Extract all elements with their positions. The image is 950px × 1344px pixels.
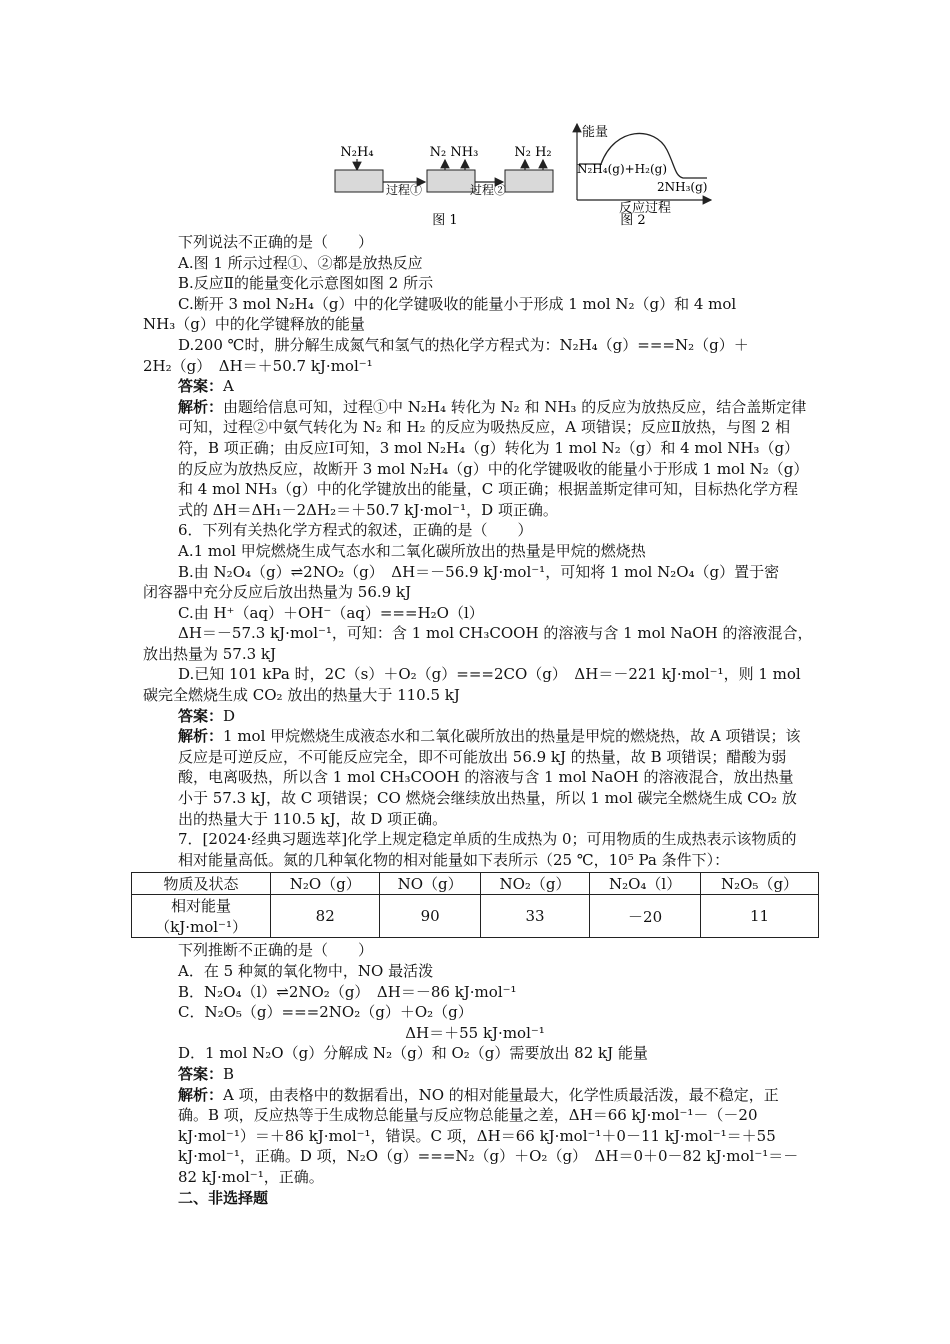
figure-svg: [315, 120, 815, 232]
figure-area: [175, 120, 807, 232]
fig1-label-3: N₂ H₂: [514, 145, 552, 160]
figure-2: [577, 124, 711, 228]
table-cell: NO（g）: [380, 873, 481, 895]
fig1-box-3: [505, 170, 553, 192]
fig2-reactant: N₂H₄(g)+H₂(g): [577, 162, 668, 176]
fig1-label-2: N₂ NH₃: [429, 145, 479, 160]
q6-option-b-2: 闭容器中充分反应后放出热量为 56.9 kJ: [143, 583, 412, 602]
fig2-caption: 图 2: [620, 213, 646, 228]
q7-option-b: B．N₂O₄（l）⇌2NO₂（g） ΔH＝－86 kJ·mol⁻¹: [178, 982, 517, 1001]
q6-option-b-1: B.由 N₂O₄（g）⇌2NO₂（g） ΔH＝－56.9 kJ·mol⁻¹，可知将 1 mol N₂O₄（g）置于密: [178, 562, 780, 581]
q7-option-c-2: ΔH＝＋55 kJ·mol⁻¹: [405, 1023, 545, 1042]
table-cell: 11: [701, 895, 819, 938]
q6-stem: 6．下列有关热化学方程式的叙述，正确的是（ ）: [178, 521, 533, 540]
fig1-arrow-1: 过程①: [385, 183, 423, 197]
q7-energy-table: [131, 872, 819, 938]
fig1-label-1: N₂H₄: [340, 145, 374, 160]
q5-option-c-2: NH₃（g）中的化学键释放的能量: [143, 315, 365, 334]
q7-stem: 7．[2024·经典习题选萃]化学上规定稳定单质的生成热为 0；可用物质的生成热表示该物质的相对能量高低。氮的几种氧化物的相对能量如下表所示（25 ℃，10⁵ Pa 条件下）：: [178, 830, 797, 869]
q7-option-c-1: C．N₂O₅（g）===2NO₂（g）＋O₂（g）: [178, 1003, 473, 1022]
q7-sub-stem: 下列推断不正确的是（ ）: [178, 941, 374, 960]
table-cell: 90: [380, 895, 481, 938]
fig2-x-label: 反应过程: [618, 201, 672, 216]
q6-option-c-1: C.由 H⁺（aq）＋OH⁻（aq）===H₂O（l）: [178, 603, 484, 622]
q6-option-d-2: 碳完全燃烧生成 CO₂ 放出的热量大于 110.5 kJ: [143, 686, 460, 705]
table-cell: N₂O₄（l）: [590, 873, 701, 895]
q5-option-b: B.反应Ⅱ的能量变化示意图如图 2 所示: [178, 274, 434, 293]
section-title: 二、非选择题: [178, 1188, 269, 1207]
table-cell: 82: [271, 895, 380, 938]
q7-analysis: 解析：A 项，由表格中的数据看出，NO 的相对能量最大，化学性质最活泼，最不稳定，正确。B 项，反应热等于生成物总能量与反应物总能量之差，ΔH＝66 kJ·mol⁻¹－（－20 kJ·mol⁻¹）＝＋86 kJ·mol⁻¹，错误。C 项，ΔH＝66 kJ·mol⁻¹＋0－11 kJ·mol⁻¹＝＋55 kJ·mol⁻¹，正确。D 项，N₂O（g）===N₂（g）＋O₂（g） ΔH＝0＋0－82 kJ·mol⁻¹＝－82 kJ·mol⁻¹，正确。: [178, 1085, 799, 1186]
table-row: [132, 895, 819, 938]
table-head-energy: 相对能量 （kJ·mol⁻¹）: [132, 895, 271, 938]
q5-stem: 下列说法不正确的是（ ）: [178, 233, 374, 251]
q5-option-d-2: 2H₂（g） ΔH＝＋50.7 kJ·mol⁻¹: [143, 356, 373, 375]
q5-option-c-1: C.断开 3 mol N₂H₄（g）中的化学键吸收的能量小于形成 1 mol N₂（g）和 4 mol: [178, 294, 737, 313]
q7-answer: 答案：B: [178, 1064, 235, 1083]
q7-option-a: A．在 5 种氮的氧化物中，NO 最活泼: [178, 962, 434, 980]
table-head-substance: 物质及状态: [132, 873, 271, 895]
q6-answer: 答案：D: [178, 706, 236, 725]
q6-option-a: A.1 mol 甲烷燃烧生成气态水和二氧化碳所放出的热量是甲烷的燃烧热: [178, 541, 646, 560]
table-cell: NO₂（g）: [480, 873, 589, 895]
table-cell: －20: [590, 895, 701, 938]
fig1-box-2: [427, 170, 475, 192]
fig1-box-1: [335, 170, 383, 192]
fig1-caption: 图 1: [432, 213, 458, 228]
fig2-y-label: 能量: [582, 125, 609, 140]
q5-analysis: 解析：由题给信息可知，过程①中 N₂H₄ 转化为 N₂ 和 NH₃ 的反应为放热反应，结合盖斯定律可知，过程②中氨气转化为 N₂ 和 H₂ 的反应为吸热反应，A 项错误；反应Ⅱ放热，与图 2 相符，B 项正确；由反应Ⅰ可知，3 mol N₂H₄（g）转化为 1 mol N₂（g）和 4 mol NH₃（g）的反应为放热反应，故断开 3 mol N₂H₄（g）中的化学键吸收的能量小于形成 1 mol N₂（g）和 4 mol NH₃（g）中的化学键放出的能量，C 项正确；根据盖斯定律可知，目标热化学方程式的 ΔH＝ΔH₁－2ΔH₂＝＋50.7 kJ·mol⁻¹，D 项正确。: [178, 397, 807, 519]
table-cell: N₂O₅（g）: [701, 873, 819, 895]
q7-option-d: D．1 mol N₂O（g）分解成 N₂（g）和 O₂（g）需要放出 82 kJ 能量: [178, 1044, 648, 1063]
table-cell: N₂O（g）: [271, 873, 380, 895]
table-row: [132, 873, 819, 895]
q6-option-d-1: D.已知 101 kPa 时，2C（s）＋O₂（g）===2CO（g） ΔH＝－221 kJ·mol⁻¹，则 1 mol: [178, 665, 801, 684]
document-page: [143, 120, 813, 1208]
table-cell: 33: [480, 895, 589, 938]
q5-option-d-1: D.200 ℃时，肼分解生成氮气和氢气的热化学方程式为：N₂H₄（g）===N₂（g）＋: [178, 335, 749, 354]
figure-1: [335, 145, 553, 228]
q5-option-a: A.图 1 所示过程①、②都是放热反应: [178, 253, 423, 272]
q6-analysis: 解析：1 mol 甲烷燃烧生成液态水和二氧化碳所放出的热量是甲烷的燃烧热，故 A 项错误；该反应是可逆反应，不可能反应完全，即不可能放出 56.9 kJ 的热量，故 B 项错误；醋酸为弱酸，电离吸热，所以含 1 mol CH₃COOH 的溶液与含 1 mol NaOH 的溶液混合，放出热量小于 57.3 kJ，故 C 项错误；CO 燃烧会继续放出热量，所以 1 mol 碳完全燃烧生成 CO₂ 放出的热量大于 110.5 kJ，故 D 项正确。: [178, 727, 801, 828]
q6-option-c-3: 放出热量为 57.3 kJ: [143, 644, 277, 663]
q6-option-c-2: ΔH＝－57.3 kJ·mol⁻¹，可知：含 1 mol CH₃COOH 的溶液与含 1 mol NaOH 的溶液混合，: [178, 624, 813, 643]
fig1-arrow-2: 过程②: [469, 183, 507, 197]
q5-answer: 答案：A: [178, 377, 234, 396]
fig2-product: 2NH₃(g): [657, 180, 708, 194]
